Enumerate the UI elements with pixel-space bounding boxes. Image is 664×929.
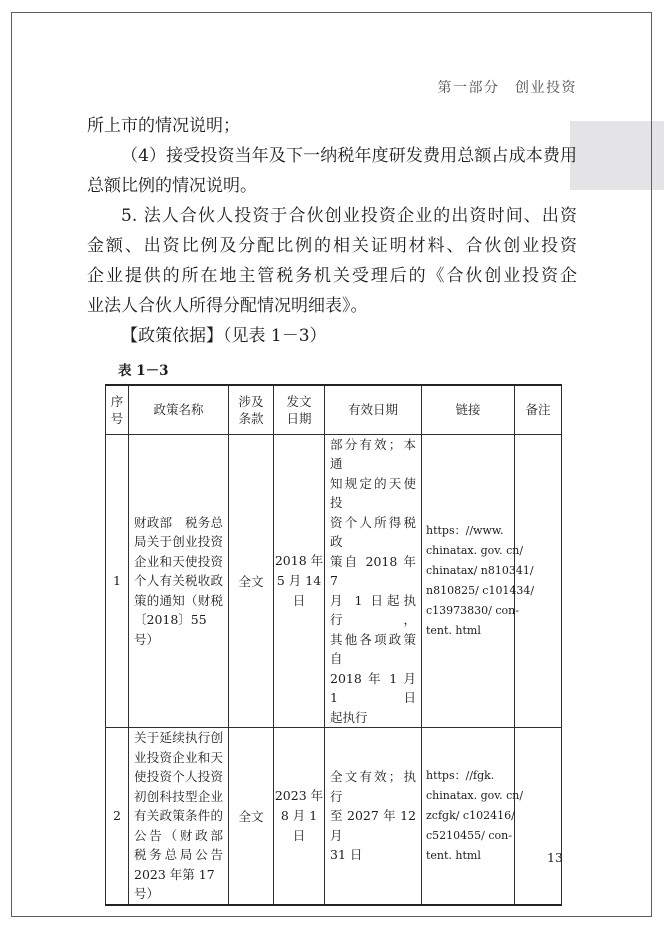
page-number: 13 — [547, 850, 563, 865]
cell-line: chinatax. gov. cn/ — [426, 543, 524, 557]
table-header-row — [106, 385, 562, 434]
cell-line: 业投资企业和天 — [134, 749, 223, 765]
cell-line: chinatax/ n810341/ — [426, 563, 534, 577]
cell-line: 个人有关税收政 — [134, 573, 223, 588]
cell-line: 至 2027 年 12 月 — [330, 808, 416, 843]
table-row — [106, 434, 562, 728]
cell-line: 有关政策条件的 — [134, 808, 223, 823]
header-cell-line: 政策名称 — [153, 402, 204, 418]
body-line: 企业提供的所在地主管税务机关受理后的《合伙创业投资企 — [87, 266, 577, 286]
cell-line: zcfgk/ c102416/ — [426, 808, 515, 822]
policy-name-cell — [129, 728, 229, 905]
cell-line: 〔2018〕55 号） — [134, 612, 207, 647]
header-cell-link — [422, 385, 515, 434]
cell-line: 5 月 14 日 — [276, 572, 322, 608]
header-cell-line: 备注 — [525, 402, 551, 418]
cell-line: 公告（财政部 — [134, 827, 223, 843]
note-cell — [515, 434, 562, 728]
body-line: 总额比例的情况说明。 — [87, 176, 257, 196]
cell-line: 财政部 税务总 — [134, 514, 223, 530]
cell-line: 月 1 日起执行， — [330, 592, 416, 627]
header-cell-note — [515, 385, 562, 434]
cell-line: 全文有效；执行 — [330, 769, 416, 804]
cell-line: 2023 年第 17 号） — [134, 866, 215, 901]
body-line: 金额、出资比例及分配比例的相关证明材料、合伙创业投资 — [87, 236, 577, 256]
body-line: 业法人合伙人所得分配情况明细表》。 — [87, 296, 368, 316]
header-cell-line: 发文 — [286, 393, 312, 409]
issue-date-cell — [274, 434, 325, 728]
cell-line: 局关于创业投资 — [134, 534, 223, 549]
header-cell-clauses — [229, 385, 274, 434]
header-cell-line: 号 — [110, 410, 124, 426]
issue-date-cell — [274, 728, 325, 905]
header-cell-line: 链接 — [455, 402, 481, 418]
header-cell-issue-date — [274, 385, 325, 434]
cell-line: 2018 年 — [274, 552, 324, 568]
header-cell-valid-date — [325, 385, 422, 434]
cell-line: https：//fgk. — [426, 768, 495, 782]
table-row — [106, 728, 562, 905]
header-cell-line: 涉及 — [238, 393, 264, 409]
header-cell-line: 有效日期 — [347, 402, 398, 418]
cell-line: 税务总局公告 — [134, 847, 223, 862]
cell-line: 关于延续执行创 — [134, 730, 223, 745]
cell-line: 2023 年 — [274, 787, 324, 803]
cell-line: tent. html — [426, 848, 481, 862]
body-line: 【政策依据】（见表 1－3） — [121, 326, 327, 346]
cell-line: 策自 2018 年 7 — [330, 553, 416, 588]
seq-cell: 1 — [106, 434, 129, 728]
body-text — [87, 111, 577, 351]
cell-line: 起执行 — [330, 709, 368, 725]
cell-line: tent. html — [426, 623, 481, 637]
cell-line: 初创科技型企业 — [134, 788, 223, 804]
cell-line: 策的通知（财税 — [134, 592, 223, 608]
body-line: 所上市的情况说明； — [87, 116, 240, 136]
cell-line: chinatax. gov. cn/ — [426, 788, 524, 802]
cell-line: 企业和天使投资 — [134, 553, 223, 569]
cell-line: 知规定的天使投 — [330, 475, 416, 510]
header-cell-line: 日期 — [286, 410, 312, 426]
cell-line: 部分有效；本通 — [330, 436, 416, 471]
link-cell — [422, 728, 524, 905]
valid-date-cell — [325, 434, 422, 728]
header-cell-line: 序 — [110, 393, 124, 409]
clauses-cell: 全文 — [229, 434, 274, 728]
cell-line: c5210455/ con- — [426, 828, 512, 842]
body-line: （4）接受投资当年及下一纳税年度研发费用总额占成本费用 — [121, 146, 577, 166]
running-header: 第一部分 创业投资 — [437, 80, 577, 96]
header-cell-line: 条款 — [238, 410, 264, 426]
cell-line: c13973830/ con- — [426, 603, 519, 617]
seq-cell: 2 — [106, 728, 129, 905]
cell-line: 其他各项政策自 — [330, 631, 416, 666]
cell-line: 使投资个人投资 — [134, 769, 223, 784]
link-cell — [422, 434, 535, 728]
cell-line: 资个人所得税政 — [330, 514, 416, 549]
policy-name-cell — [129, 434, 229, 728]
clauses-cell: 全文 — [229, 728, 274, 905]
header-cell-seq — [106, 385, 129, 434]
header-cell-policy-name — [129, 385, 229, 434]
policy-table — [105, 384, 562, 906]
valid-date-cell — [325, 728, 422, 905]
note-cell — [515, 728, 562, 905]
table-label: 表 1－3 — [118, 363, 169, 379]
cell-line: 31 日 — [330, 847, 363, 862]
cell-line: 8 月 1 日 — [280, 807, 318, 843]
cell-line: https：//www. — [426, 523, 504, 537]
body-line: 5. 法人合伙人投资于合伙创业投资企业的出资时间、出资 — [121, 206, 577, 226]
cell-line: 2018 年 1 月 1 日 — [330, 670, 416, 705]
edge-gray-tab — [570, 121, 664, 190]
cell-line: n810825/ c101434/ — [426, 583, 535, 597]
